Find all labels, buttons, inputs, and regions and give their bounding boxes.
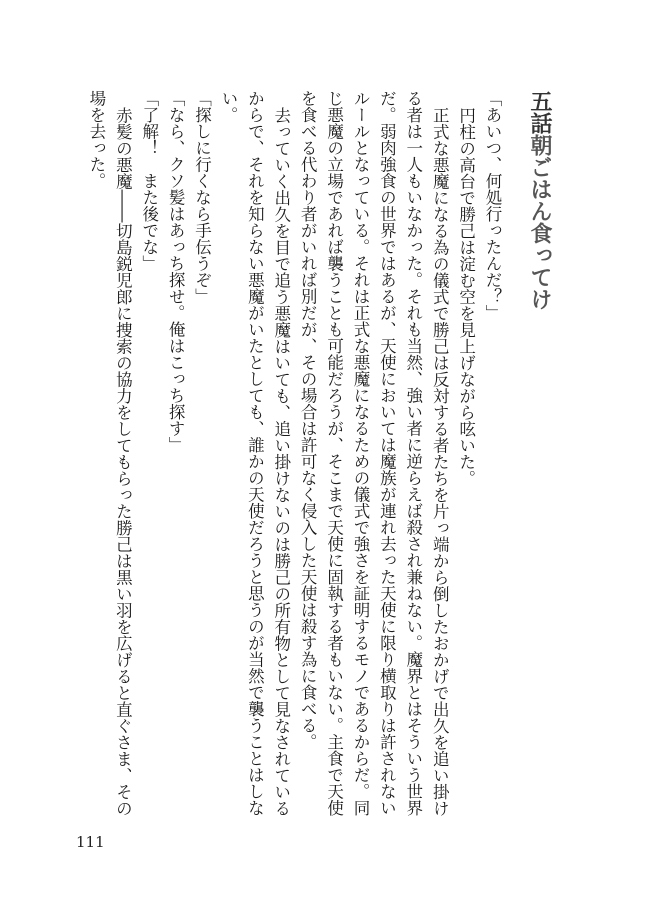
paragraph-7: 「了解！ また後でな」	[139, 90, 159, 272]
chapter-heading	[517, 90, 561, 820]
chapter-number: 五話	[527, 90, 552, 134]
page-number: 111	[76, 833, 105, 851]
paragraph-8: 赤髪の悪魔――切島鋭児郎に捜索の協力をしてもらった勝己は黒い羽を広げると直ぐさま、その場を去った。	[86, 90, 133, 816]
paragraph-5: 「探しに行くなら手伝うぞ」	[192, 90, 212, 305]
paragraph-4: 去っていく出久を目で追う悪魔はいても、追い掛けないのは勝己の所有物として見なされているからで、それを知らない悪魔がいたとしても、誰かの天使だろうと思うのが当然で襲うことはしない。	[218, 90, 291, 816]
chapter-title: 朝ごはん食ってけ	[527, 134, 552, 310]
paragraph-6: 「なら、クソ髪はあっち探せ。俺はこっち探す」	[166, 90, 186, 453]
vertical-text-block	[81, 90, 561, 820]
paragraph-2: 円柱の高台で勝己は淀む空を見上げながら呟いた。	[456, 106, 476, 486]
paragraph-3: 正式な悪魔になる為の儀式で勝己は反対する者たちを片っ端から倒したおかげで出久を追い掛ける者は一人もいなかった。それも当然、強い者に逆らえば殺され兼ねない。魔界とはそういう世界だ。弱肉強食の世界ではあるが、天使においては魔族が連れ去った天使に限り横取りは許されないルールとなっている。それは正式な悪魔になるための儀式で強さを証明するモノであるからだ。同じ悪魔の立場であれば襲うことも可能だろうが、そこまで天使に固執する者もいない。主食で天使を食べる代わり者がいれば別だが、その場合は許可なく侵入した天使は殺す為に食べる。	[298, 90, 450, 816]
paragraph-1: 「あいつ、何処行ったんだ？」	[483, 90, 502, 321]
